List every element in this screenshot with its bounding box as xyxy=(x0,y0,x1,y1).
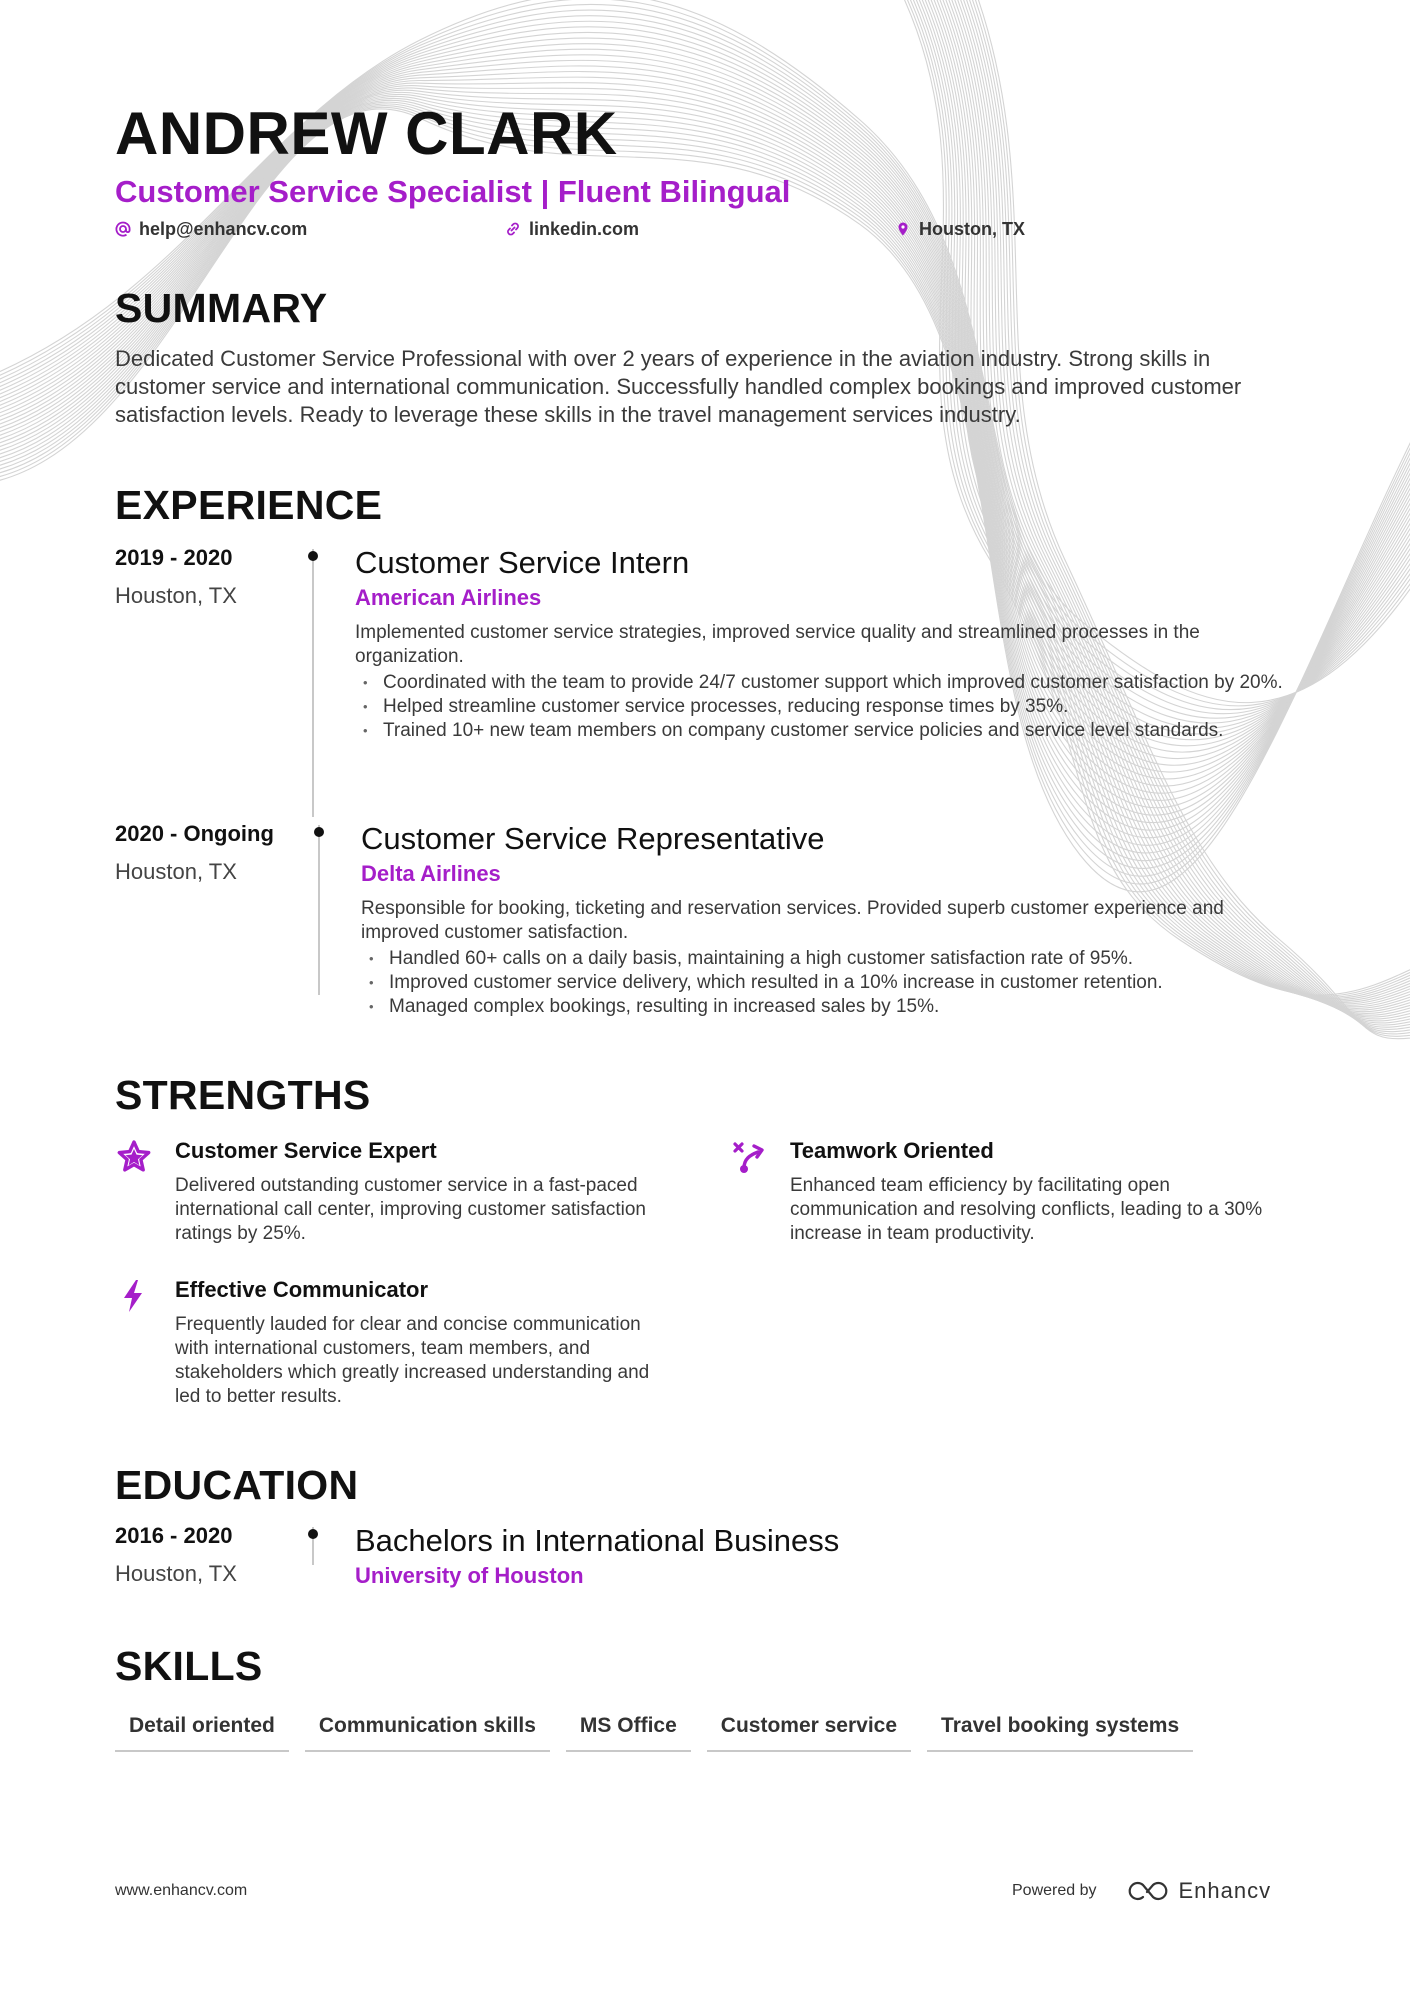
skill-tag: Travel booking systems xyxy=(927,1712,1193,1752)
strength-title: Customer Service Expert xyxy=(175,1138,437,1163)
timeline-dot xyxy=(314,827,324,837)
skill-tag: Detail oriented xyxy=(115,1712,289,1752)
at-icon xyxy=(115,221,131,237)
experience-heading: EXPERIENCE xyxy=(115,482,383,528)
entry-bullets xyxy=(355,671,1305,743)
skills-list xyxy=(115,1712,1193,1752)
strength-description: Delivered outstanding customer service in a fast-paced international call center, improving customer satisfaction ratings by 25%. xyxy=(175,1175,647,1244)
bullet-item: • Trained 10+ new team members on company customer service policies and service level standards. xyxy=(355,719,1305,743)
strength-description: Enhanced team efficiency by facilitating open communication and resolving conflicts, leading to a 30% increase in team productivity. xyxy=(790,1175,1263,1244)
contact-row xyxy=(115,216,1215,242)
entry-dates: 2016 - 2020 xyxy=(115,1523,233,1548)
entry-role: Customer Service Representative xyxy=(361,821,825,856)
entry-location: Houston, TX xyxy=(115,1561,237,1586)
timeline-rail xyxy=(312,549,314,817)
footer-website[interactable]: www.enhancv.com xyxy=(115,1882,248,1899)
experience-entry xyxy=(115,819,1295,1019)
summary-heading: SUMMARY xyxy=(115,285,328,331)
timeline-dot xyxy=(308,1529,318,1539)
lightning-icon xyxy=(115,1277,153,1315)
education-heading: EDUCATION xyxy=(115,1462,359,1508)
candidate-name: ANDREW CLARK xyxy=(115,100,618,167)
contact-linkedin[interactable] xyxy=(505,216,639,242)
entry-dates: 2019 - 2020 xyxy=(115,545,233,570)
strengths-heading: STRENGTHS xyxy=(115,1072,371,1118)
location-pin-icon xyxy=(895,221,911,237)
experience-entry xyxy=(115,543,1295,813)
summary-text: Dedicated Customer Service Professional with over 2 years of experience in the aviation industry. Strong skills in customer service and international communication. Successfully handled complex bookings and improved customer satisfaction levels. Ready to leverage these skills in the travel management services industry. xyxy=(115,346,1242,427)
entry-body xyxy=(355,1521,1305,1591)
entry-description: Implemented customer service strategies, improved service quality and streamlined processes in the organization. xyxy=(355,622,1200,667)
skill-tag: Customer service xyxy=(707,1712,911,1752)
strength-title: Effective Communicator xyxy=(175,1277,429,1302)
email-text: help@enhancv.com xyxy=(139,219,308,239)
entry-body xyxy=(355,543,1305,743)
entry-school: University of Houston xyxy=(355,1563,584,1588)
bullet-item: • Managed complex bookings, resulting in increased sales by 15%. xyxy=(361,995,1305,1019)
bullet-item: • Improved customer service delivery, which resulted in a 10% increase in customer retention. xyxy=(361,971,1305,995)
strength-title: Teamwork Oriented xyxy=(790,1138,994,1163)
bullet-item: • Helped streamline customer service processes, reducing response times by 35%. xyxy=(355,695,1305,719)
headline: Customer Service Specialist | Fluent Bilingual xyxy=(115,174,791,209)
entry-dates: 2020 - Ongoing xyxy=(115,821,274,846)
link-icon xyxy=(505,221,521,237)
powered-by-label: Powered by xyxy=(1012,1882,1097,1899)
entry-bullets xyxy=(361,947,1305,1019)
entry-degree: Bachelors in International Business xyxy=(355,1523,840,1558)
brand-name: Enhancv xyxy=(1178,1878,1272,1903)
entry-location: Houston, TX xyxy=(115,583,237,608)
contact-location xyxy=(895,216,1025,242)
entry-role: Customer Service Intern xyxy=(355,545,690,580)
route-icon xyxy=(730,1138,768,1176)
brand-logo[interactable] xyxy=(1123,1878,1272,1904)
enhancv-logo-icon xyxy=(1123,1879,1169,1903)
bullet-item: • Coordinated with the team to provide 24/7 customer support which improved customer satisfaction by 20%. xyxy=(355,671,1305,695)
skill-tag: Communication skills xyxy=(305,1712,550,1752)
entry-location: Houston, TX xyxy=(115,859,237,884)
star-icon xyxy=(115,1138,153,1176)
timeline-dot xyxy=(308,551,318,561)
entry-company: American Airlines xyxy=(355,585,542,610)
location-text: Houston, TX xyxy=(919,219,1025,239)
education-entry xyxy=(115,1521,1295,1601)
footer-powered-by xyxy=(1012,1878,1271,1904)
skills-heading: SKILLS xyxy=(115,1643,263,1689)
linkedin-text: linkedin.com xyxy=(529,219,640,239)
timeline-rail xyxy=(318,825,320,995)
bullet-item: • Handled 60+ calls on a daily basis, maintaining a high customer satisfaction rate of 95%. xyxy=(361,947,1305,971)
entry-company: Delta Airlines xyxy=(361,861,501,886)
entry-body xyxy=(361,819,1305,1019)
entry-description: Responsible for booking, ticketing and reservation services. Provided superb customer experience and improved customer satisfaction. xyxy=(361,898,1224,943)
strength-description: Frequently lauded for clear and concise communication with international customers, team members, and stakeholders which greatly increased understanding and led to better results. xyxy=(175,1314,650,1407)
skill-tag: MS Office xyxy=(566,1712,691,1752)
contact-email[interactable] xyxy=(115,216,307,242)
